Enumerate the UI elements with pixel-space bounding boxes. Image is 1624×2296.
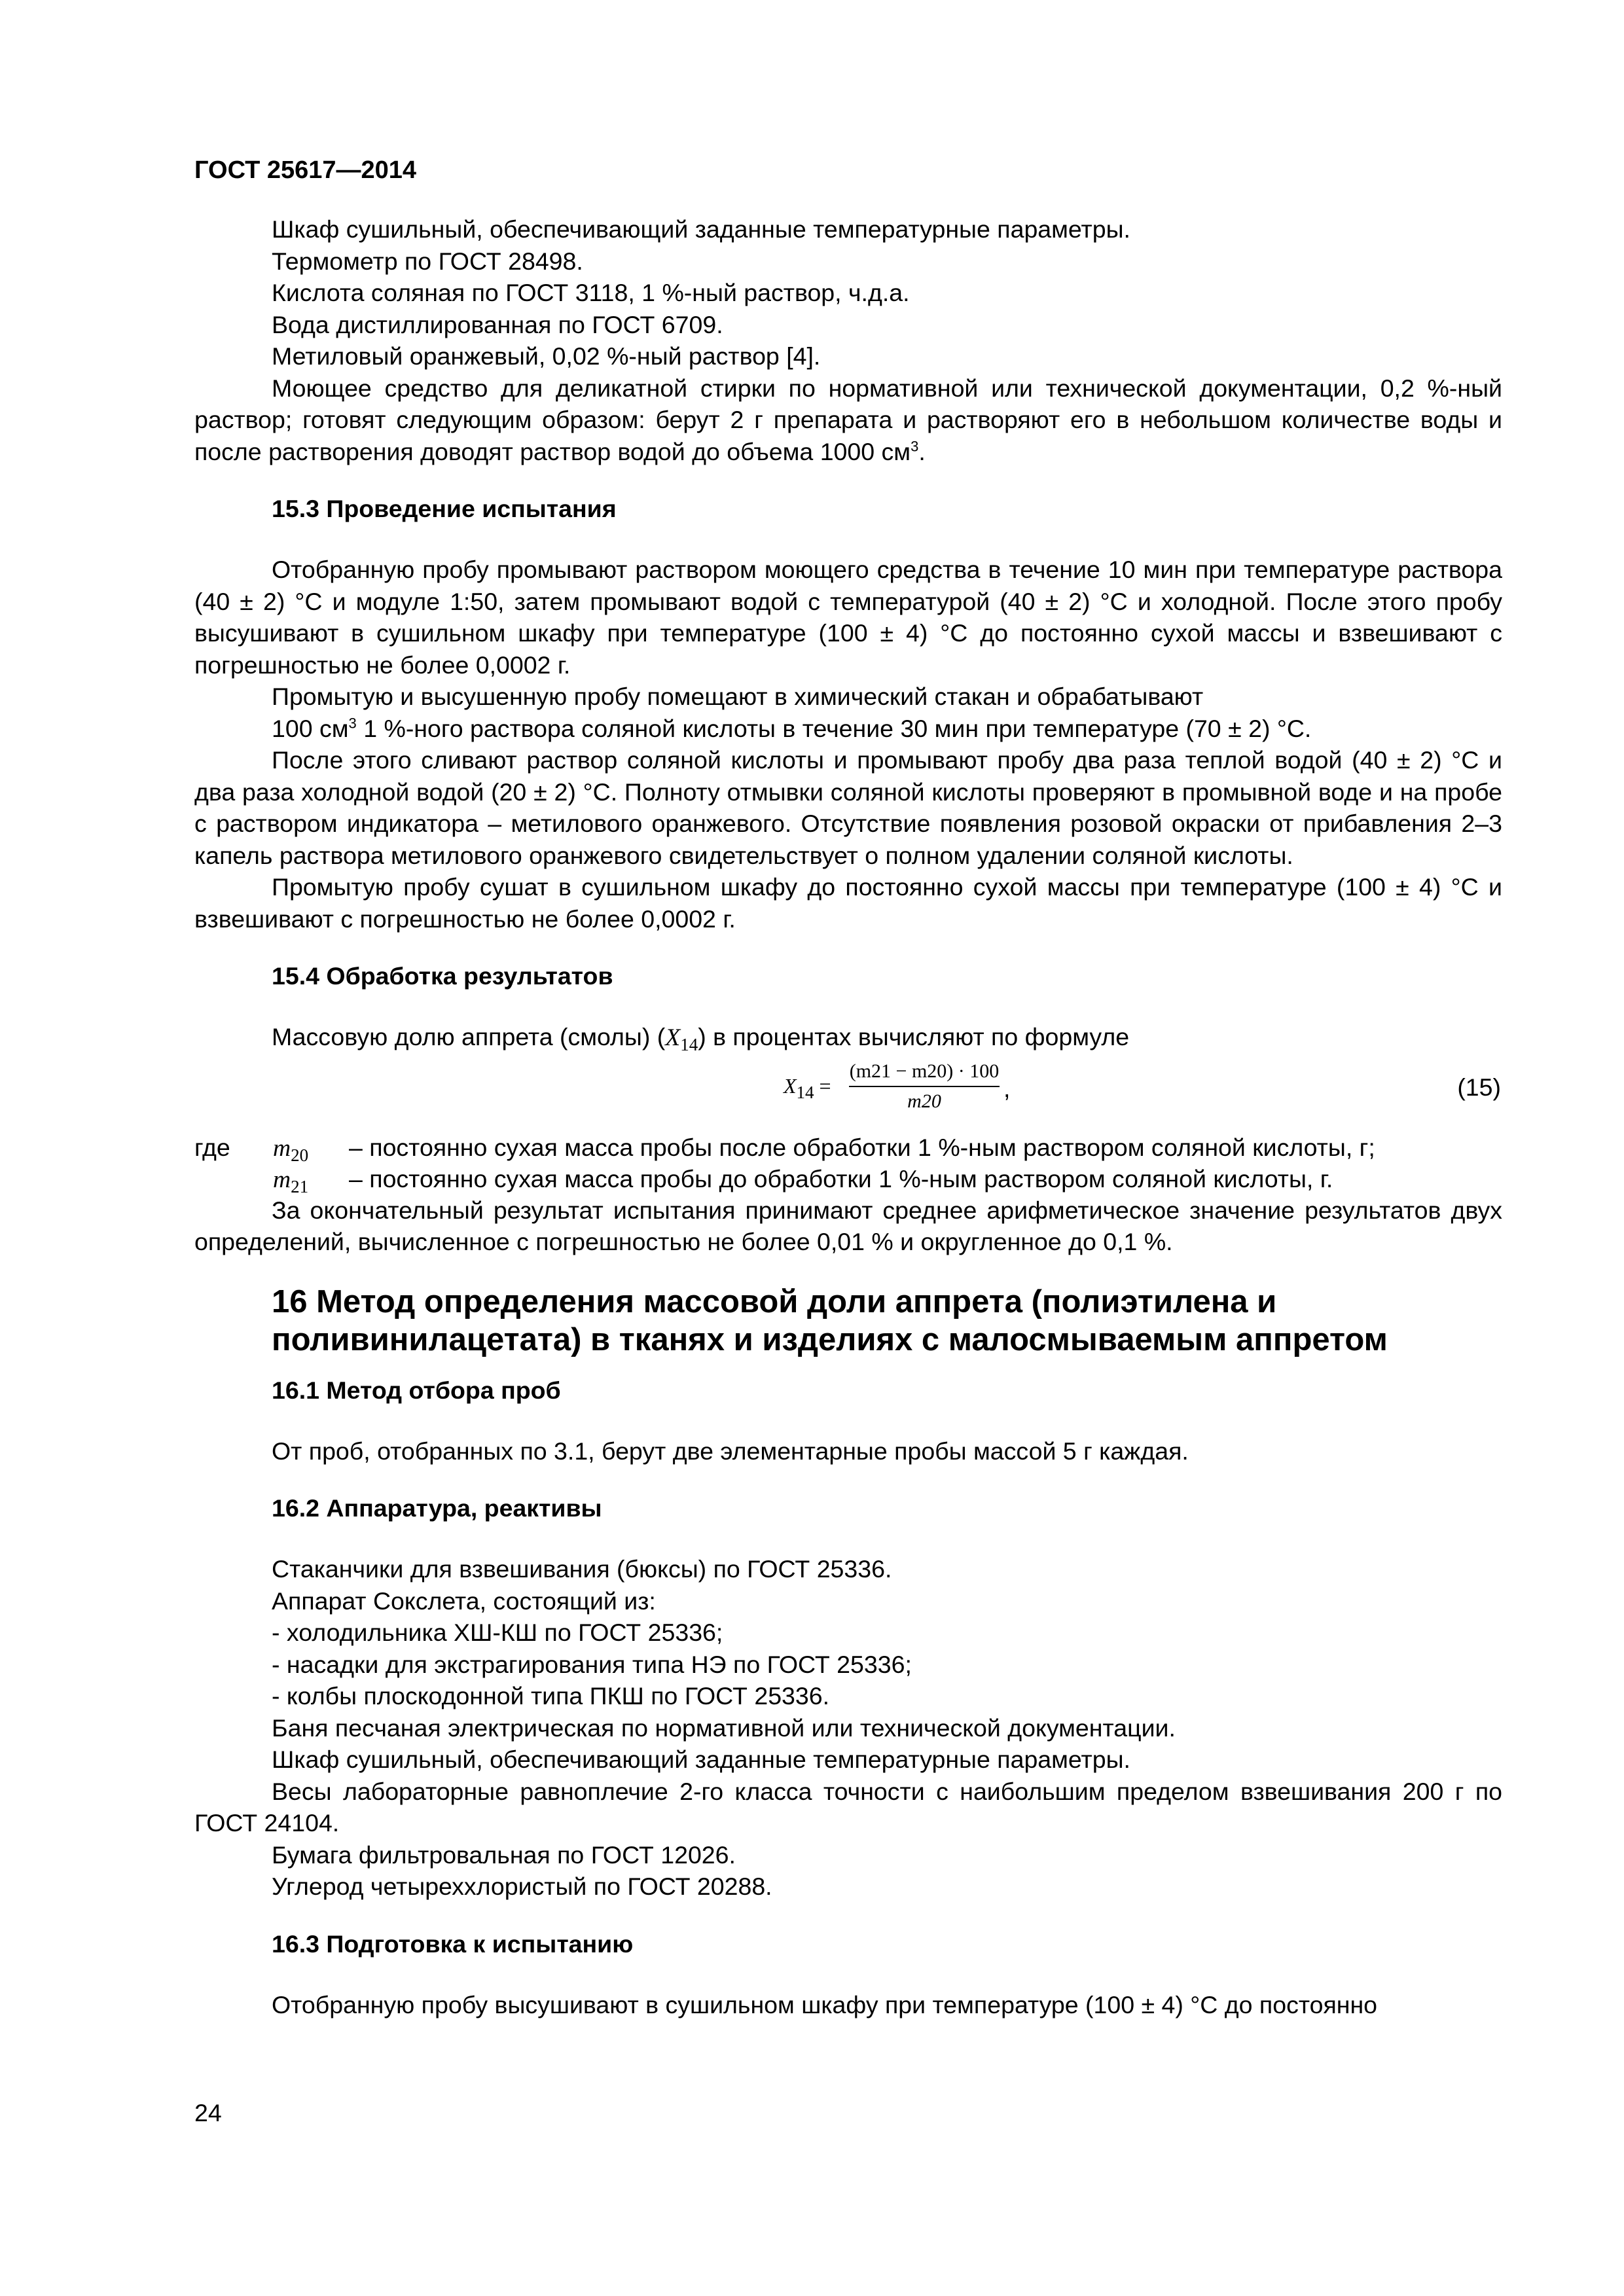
paragraph: Отобранную пробу высушивают в сушильном шкафу при температуре (100 ± 4) °С до постоянно — [272, 1990, 1378, 2018]
where-line — [194, 1132, 1502, 1163]
where-definition: – постоянно сухая масса пробы до обработки 1 %-ным раствором соляной кислоты, г. — [349, 1164, 1333, 1193]
list-item: Аппарат Сокслета, состоящий из: — [272, 1587, 656, 1615]
where-symbol: $m_{21}$ — [273, 1166, 309, 1196]
paragraph: После этого сливают раствор соляной кислоты и промывают пробу два раза теплой водой (40 ± 2) °С и два раза холодной водой (20 ± 2) °С. Полноту отмывки соляной кислоты проверяют в промывной воде и на пробе с раствором индикатора – метилового оранжевого. Отсутствие появления розовой окраски от прибавления 2–3 капель раствора метилового оранжевого свидетельствует о полном удалении соляной кислоты. — [194, 746, 1502, 869]
section-heading-16-2: 16.2 Аппаратура, реактивы — [272, 1494, 602, 1522]
paragraph: 100 $см^3$ 1 %-ного раствора соляной кислоты в течение 30 мин при температуре (70 ± 2) °С. — [272, 714, 1312, 742]
list-item: Весы лабораторные равноплечие 2-го класса точности с наибольшим пределом взвешивания 200 г по ГОСТ 24104. — [194, 1777, 1502, 1837]
formula-number: (15) — [1457, 1073, 1501, 1101]
list-item: Кислота соляная по ГОСТ 3118, 1 %-ный раствор, ч.д.а. — [272, 279, 910, 306]
where-symbol: $m_{20}$ — [273, 1134, 309, 1165]
list-item: Углерод четыреххлористый по ГОСТ 20288. — [272, 1873, 772, 1900]
section-heading-15-4: 15.4 Обработка результатов — [272, 962, 613, 990]
document-header: ГОСТ 25617—2014 — [194, 156, 417, 184]
list-item: - холодильника ХШ-КШ по ГОСТ 25336; — [272, 1619, 723, 1646]
section-heading-15-3: 15.3 Проведение испытания — [272, 495, 617, 522]
page-number: 24 — [194, 2099, 222, 2126]
section-heading-16-3: 16.3 Подготовка к испытанию — [272, 1929, 634, 1958]
list-item: Вода дистиллированная по ГОСТ 6709. — [272, 310, 723, 338]
list-item: Термометр по ГОСТ 28498. — [272, 247, 583, 275]
list-item: - насадки для экстрагирования типа НЭ по ГОСТ 25336; — [272, 1650, 912, 1678]
formula-intro: Массовую долю аппрета (смолы) $(X_{14})$ в процентах вычисляют по формуле — [272, 1023, 1130, 1054]
paragraph: Промытую и высушенную пробу помещают в химический стакан и обрабатывают — [272, 683, 1204, 710]
final-result-paragraph: За окончательный результат испытания принимают среднее арифметическое значение результатов двух определений, вычисленное с погрешностью не более 0,01 % и округленное до 0,1 %. — [194, 1196, 1502, 1255]
list-item: Стаканчики для взвешивания (бюксы) по ГОСТ 25336. — [272, 1555, 892, 1583]
section-heading-16: 16 Метод определения массовой доли аппрета (полиэтилена и поливинилацетата) в тканях и изделиях с малосмываемым аппретом — [272, 1283, 1388, 1357]
formula-numerator: (m21 − m20) · 100 — [849, 1058, 1000, 1087]
section-heading-16-1: 16.1 Метод отбора проб — [272, 1376, 561, 1404]
list-item: - колбы плоскодонной типа ПКШ по ГОСТ 25336. — [272, 1682, 830, 1710]
detergent-paragraph: Моющее средство для деликатной стирки по нормативной или технической документации, 0,2 %-ный раствор; готовят следующим образом: берут 2 г препарата и растворяют его в небольшом количестве воды и после растворения доводят раствор водой до объема 1000 $см^3$. — [194, 374, 1502, 465]
where-label: где — [194, 1133, 230, 1161]
list-item: Баня песчаная электрическая по нормативной или технической документации. — [272, 1713, 1176, 1742]
formula-comma: , — [1003, 1074, 1011, 1102]
paragraph: Промытую пробу сушат в сушильном шкафу до постоянно сухой массы при температуре (100 ± 4) °С и взвешивают с погрешностью не более 0,0002 г. — [194, 873, 1502, 933]
formula-fraction — [849, 1058, 1000, 1115]
paragraph: Отобранную пробу промывают раствором моющего средства в течение 10 мин при температуре раствора (40 ± 2) °С и модуле 1:50, затем промывают водой с температурой (40 ± 2) °С и холодной. После этого пробу высушивают в сушильном шкафу при температуре (100 ± 4) °С до постоянно сухой массы и взвешивают с погрешностью не более 0,0002 г. — [194, 556, 1502, 679]
list-item: Метиловый оранжевый, 0,02 %-ный раствор [4]. — [272, 342, 821, 370]
where-line — [194, 1163, 1502, 1194]
where-definition: – постоянно сухая масса пробы после обработки 1 %-ным раствором соляной кислоты, г; — [349, 1133, 1375, 1161]
formula-15 — [194, 1058, 1502, 1132]
list-item: Шкаф сушильный, обеспечивающий заданные температурные параметры. — [272, 215, 1130, 243]
formula-denominator: m20 — [907, 1090, 941, 1112]
paragraph: От проб, отобранных по 3.1, берут две элементарные пробы массой 5 г каждая. — [272, 1437, 1189, 1465]
page-content — [194, 213, 1502, 2020]
list-item: Бумага фильтровальная по ГОСТ 12026. — [272, 1840, 736, 1869]
formula-lhs: $X_{14}$ = — [784, 1073, 831, 1102]
list-item: Шкаф сушильный, обеспечивающий заданные температурные параметры. — [272, 1746, 1130, 1773]
